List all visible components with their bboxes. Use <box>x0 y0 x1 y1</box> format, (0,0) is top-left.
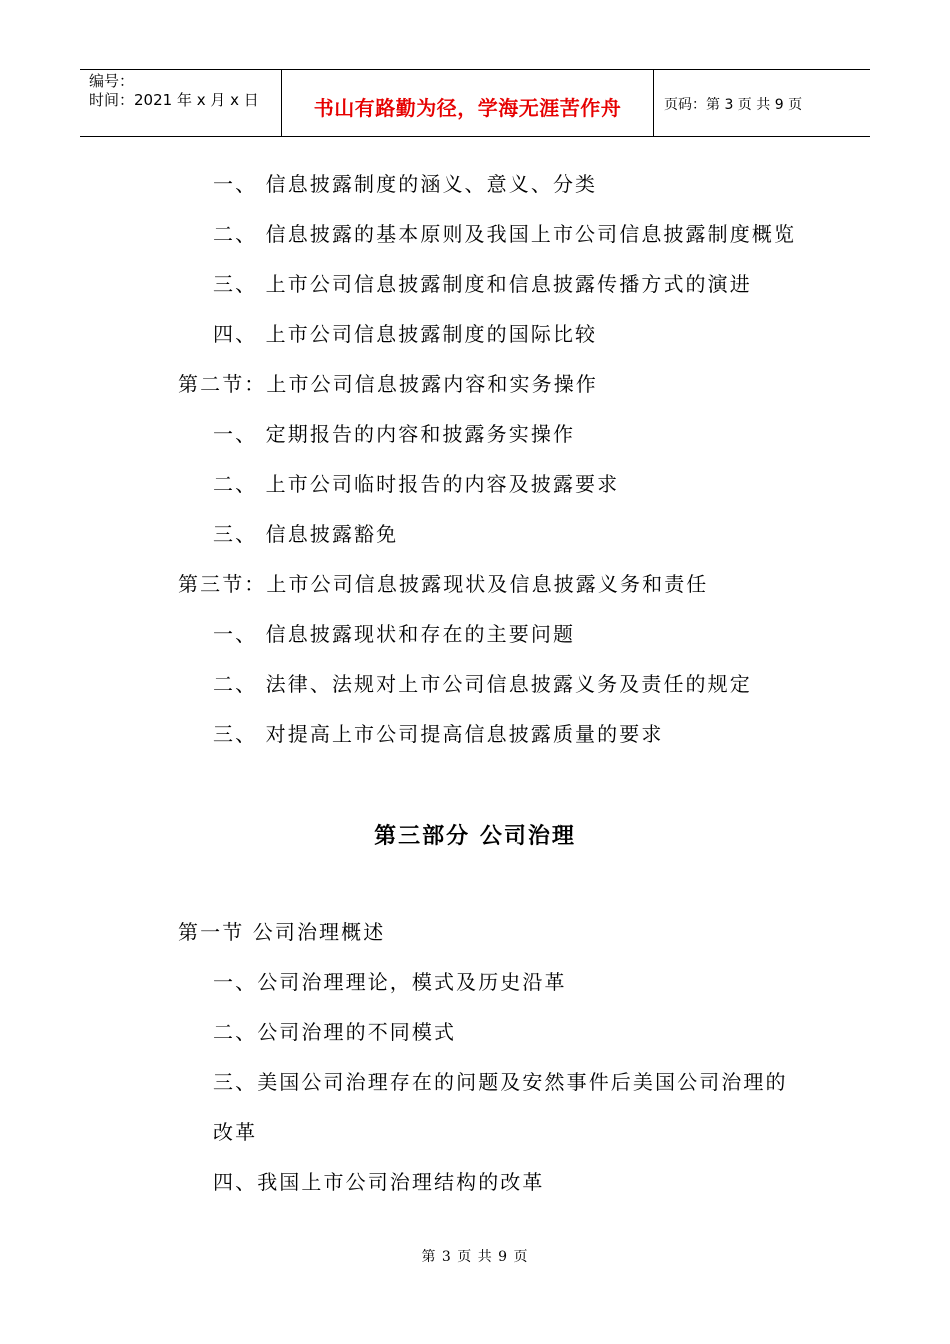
page-header <box>80 69 870 137</box>
toc-item: 三、 对提高上市公司提高信息披露质量的要求 <box>213 722 664 746</box>
section-heading: 第一节 公司治理概述 <box>178 920 386 944</box>
toc-item: 三、 上市公司信息披露制度和信息披露传播方式的演进 <box>213 272 752 296</box>
toc-item: 一、公司治理理论，模式及历史沿革 <box>213 970 567 994</box>
header-motto: 书山有路勤为径，学海无涯苦作舟 <box>313 96 622 120</box>
toc-item: 三、 信息披露豁免 <box>213 522 399 546</box>
toc-item: 四、 上市公司信息披露制度的国际比较 <box>213 322 598 346</box>
toc-item: 二、公司治理的不同模式 <box>213 1020 457 1044</box>
toc-item: 一、 信息披露制度的涵义、意义、分类 <box>213 172 598 196</box>
toc-item: 一、 定期报告的内容和披露务实操作 <box>213 422 576 446</box>
toc-item: 三、美国公司治理存在的问题及安然事件后美国公司治理的 <box>213 1070 788 1094</box>
toc-item-continuation: 改革 <box>213 1120 258 1144</box>
header-motto-cell <box>282 70 654 136</box>
toc-item: 四、我国上市公司治理结构的改革 <box>213 1170 545 1194</box>
document-date: 时间：2021 年 x 月 x 日 <box>89 91 259 109</box>
header-meta <box>80 70 282 136</box>
part-title: 第三部分 公司治理 <box>374 824 576 849</box>
toc-item: 二、 信息披露的基本原则及我国上市公司信息披露制度概览 <box>213 222 797 246</box>
header-page-info: 页码：第 3 页 共 9 页 <box>664 97 803 113</box>
document-number-label: 编号： <box>89 72 135 90</box>
toc-item: 二、 法律、法规对上市公司信息披露义务及责任的规定 <box>213 672 752 696</box>
toc-item: 一、 信息披露现状和存在的主要问题 <box>213 622 576 646</box>
section-heading: 第三节：上市公司信息披露现状及信息披露义务和责任 <box>178 572 709 596</box>
header-page-cell <box>654 70 870 136</box>
toc-item: 二、 上市公司临时报告的内容及披露要求 <box>213 472 620 496</box>
page-footer: 第 3 页 共 9 页 <box>421 1249 529 1265</box>
section-heading: 第二节：上市公司信息披露内容和实务操作 <box>178 372 598 396</box>
